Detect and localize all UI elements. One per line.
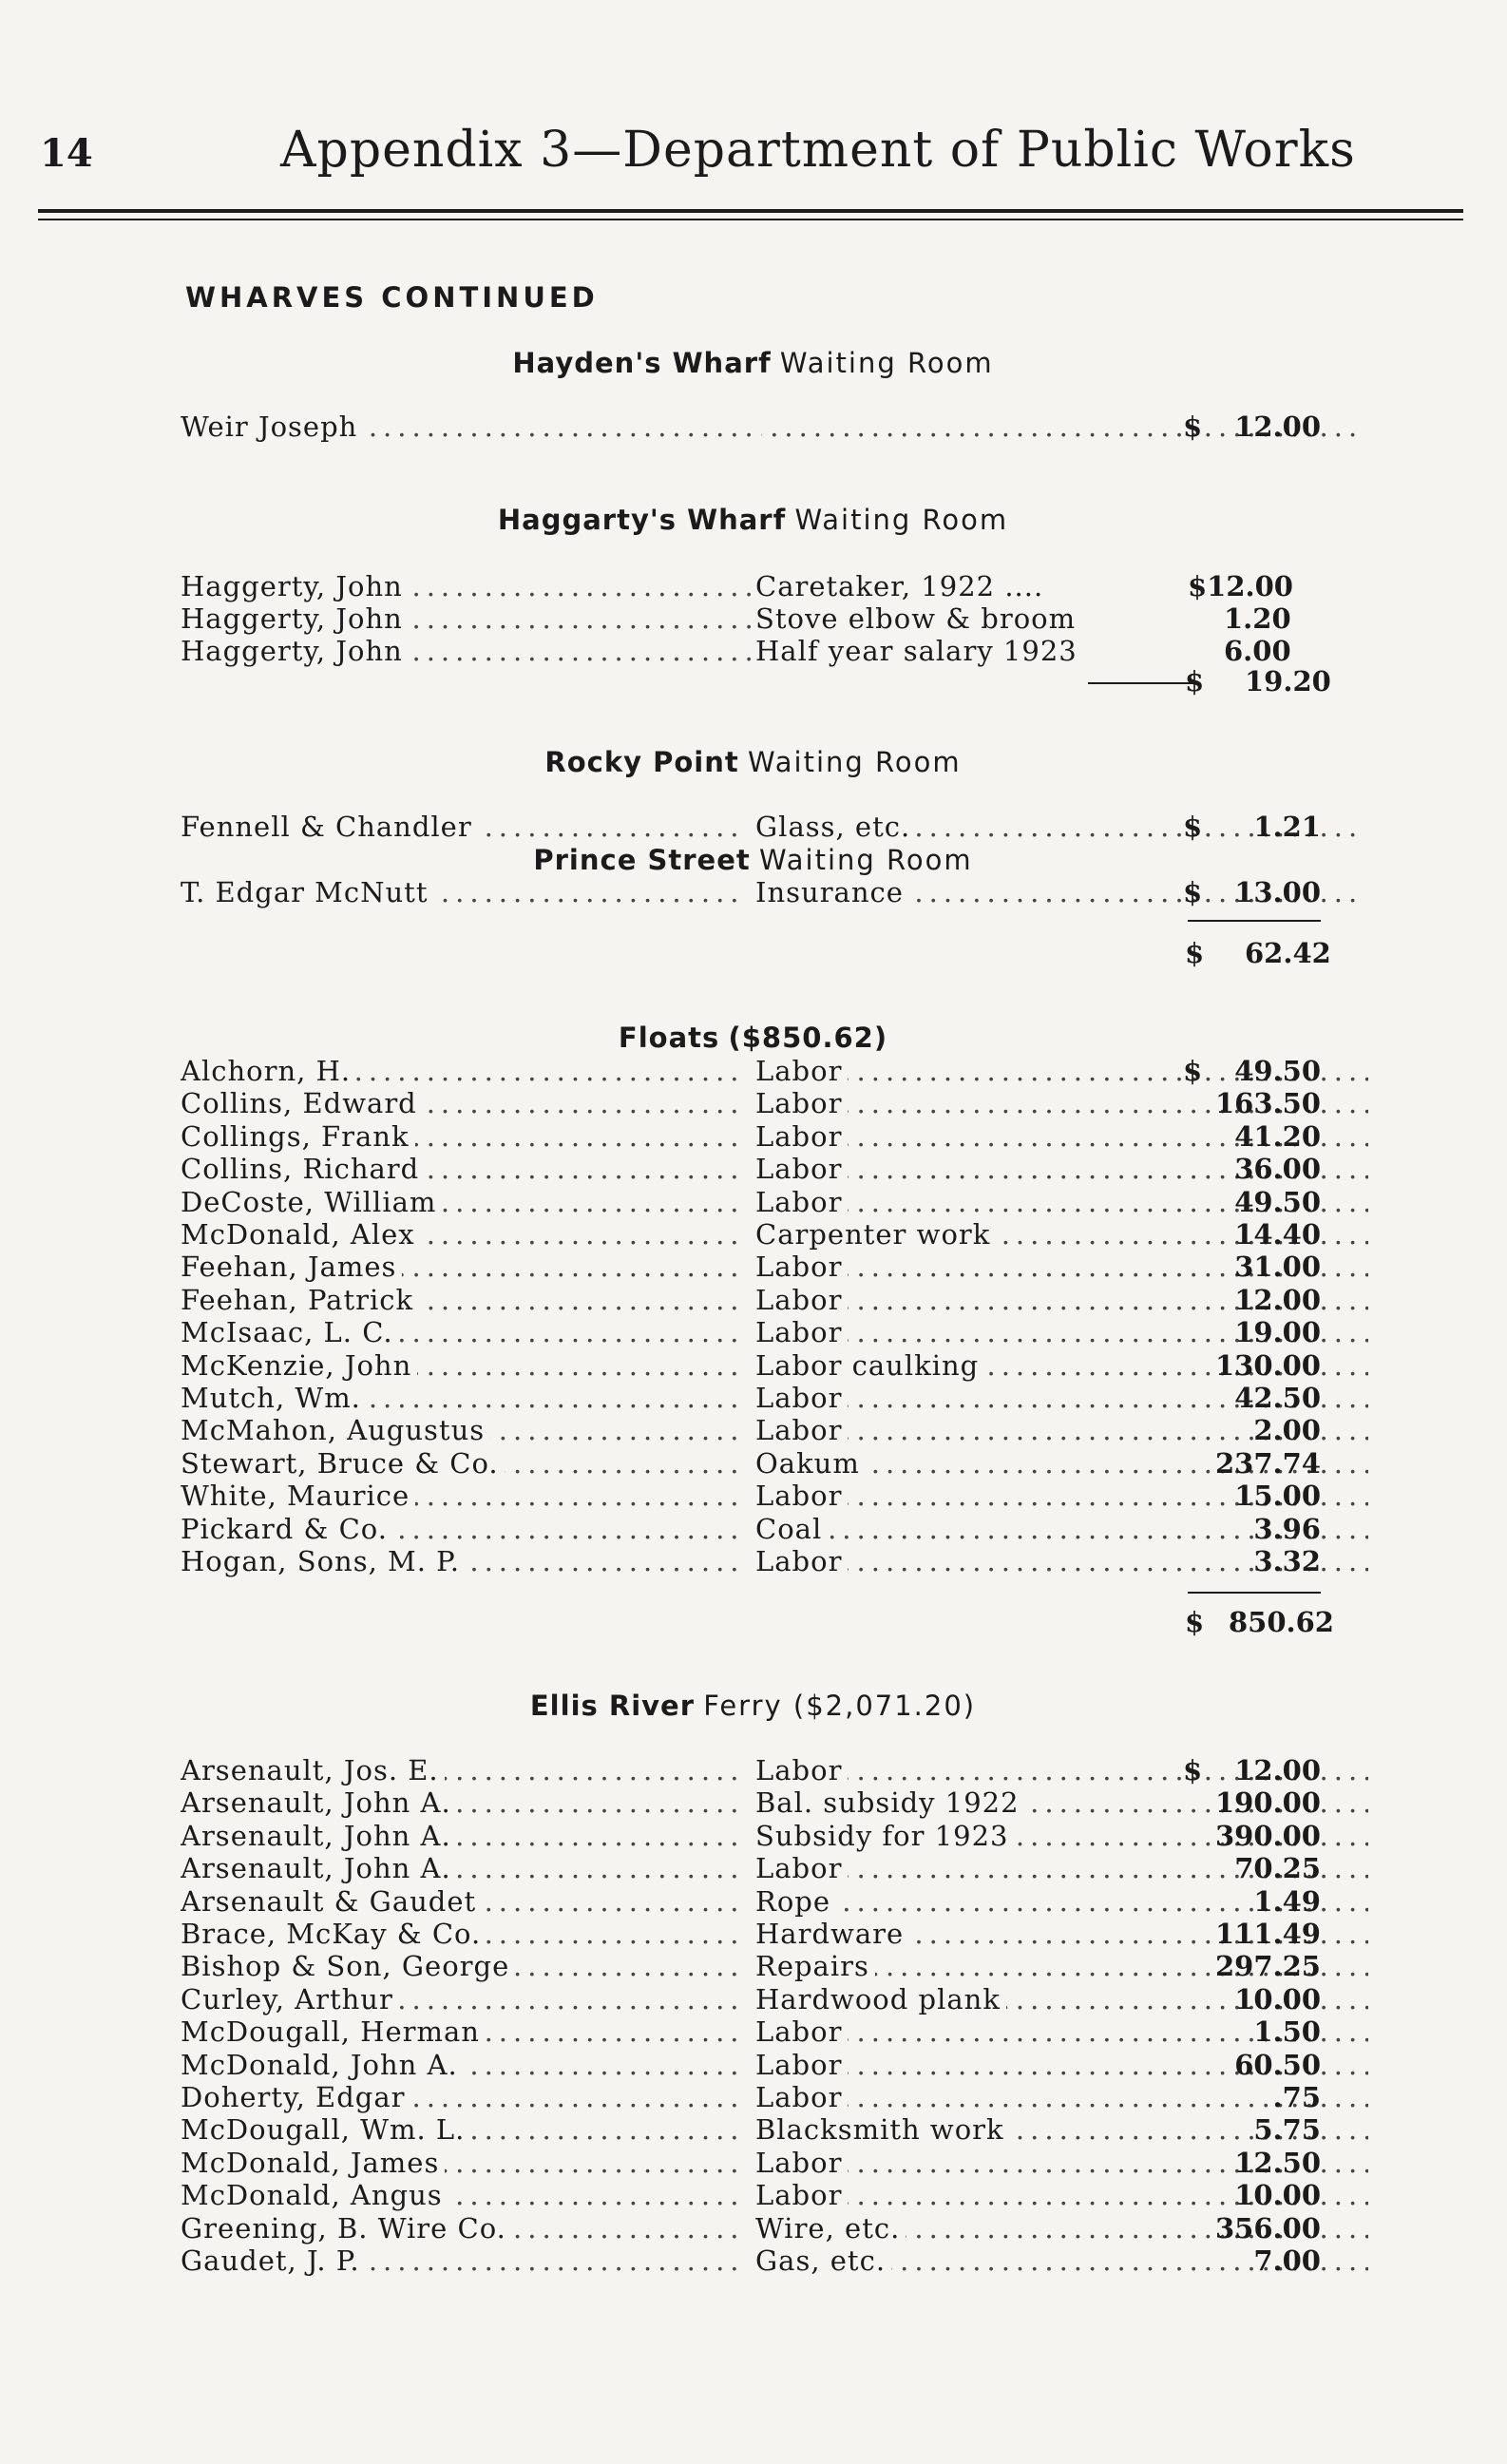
description: Hardware [755, 1918, 909, 1950]
ledger-row [181, 1786, 1321, 1819]
floats-total-dollar: $ [1185, 1606, 1205, 1638]
amount: 15.00 [1234, 1480, 1321, 1513]
description: Labor [755, 1153, 848, 1185]
payee: Haggerty, John [181, 570, 409, 602]
payee: McDonald, James [181, 2147, 445, 2179]
amount: 10.00 [1234, 2179, 1321, 2212]
amount: 12.00 [1234, 1283, 1321, 1316]
description: Hardwood plank [755, 1983, 1006, 2015]
ledger-row [181, 1754, 1321, 1786]
payee: DeCoste, William [181, 1186, 442, 1218]
amount: 237.74 [1215, 1446, 1321, 1480]
payee: McMahon, Augustus [181, 1414, 490, 1446]
ledger-row [181, 570, 1321, 602]
ledger-row [181, 811, 1321, 843]
amount: 36.00 [1234, 1153, 1321, 1186]
ledger-row [181, 1950, 1321, 1982]
ledger-row [181, 2179, 1321, 2211]
sub-amount: $12.00 [1188, 570, 1293, 602]
ledger-row [181, 1447, 1321, 1480]
total-rule [1188, 1592, 1321, 1594]
ledger-row [181, 1983, 1321, 2015]
dollar-sign: $ [1183, 811, 1203, 843]
description: Labor [755, 1087, 848, 1119]
amount: 19.00 [1234, 1316, 1321, 1349]
payee: Arsenault, John A. [181, 1820, 457, 1852]
description: Labor [755, 1055, 848, 1087]
description: Labor [755, 1545, 848, 1577]
payee: Greening, B. Wire Co. [181, 2212, 512, 2244]
amount: 1.21 [1253, 811, 1321, 843]
haggartys-total: 19.20 [1245, 665, 1331, 697]
amount: .75 [1272, 2081, 1321, 2113]
amount: 1.50 [1253, 2015, 1321, 2049]
amount: 49.50 [1234, 1055, 1321, 1087]
ledger-row [181, 2081, 1321, 2113]
payee: Gaudet, J. P. [181, 2244, 366, 2277]
payee: Collins, Edward [181, 1087, 423, 1119]
amount: 5.75 [1253, 2113, 1321, 2147]
haydens-heading-bold: Hayden's Wharf [512, 347, 772, 379]
payee: Pickard & Co. [181, 1513, 393, 1545]
description: Blacksmith work [755, 2113, 1010, 2146]
description: Bal. subsidy 1922 [755, 1786, 1025, 1819]
description: Coal [755, 1513, 828, 1545]
section-title: WHARVES CONTINUED [185, 281, 599, 314]
floats-heading [185, 1022, 1321, 1054]
ledger-row [181, 1513, 1321, 1545]
rocky-point-heading-bold: Rocky Point [544, 746, 739, 778]
payee: Arsenault, Jos. E. [181, 1754, 445, 1786]
description: Labor [755, 1316, 848, 1348]
amount: 42.50 [1234, 1382, 1321, 1414]
description: Gas, etc. [755, 2244, 891, 2277]
prince-street-heading-bold: Prince Street [533, 844, 751, 876]
ledger-row [181, 2049, 1321, 2081]
wharves-total: 62.42 [1245, 937, 1331, 969]
prince-street-heading-rest: Waiting Room [758, 844, 973, 876]
payee: Arsenault, John A. [181, 1786, 457, 1819]
description: Labor [755, 1251, 848, 1283]
ledger-row [181, 602, 1321, 635]
description: Labor [755, 1120, 848, 1153]
amount: 12.00 [1234, 411, 1321, 443]
payee: Feehan, Patrick [181, 1284, 419, 1316]
ledger-row [181, 2113, 1321, 2146]
description: Carpenter work [755, 1218, 996, 1251]
description: Labor [755, 2015, 848, 2048]
description: Repairs [755, 1950, 875, 1982]
sub-amount: 1.20 [1224, 602, 1291, 635]
payee: McDonald, Alex [181, 1218, 421, 1251]
dollar-sign: $ [1183, 876, 1203, 908]
payee: Fennell & Chandler [181, 811, 478, 843]
dollar-sign: $ [1183, 1754, 1203, 1786]
description: Labor [755, 1852, 848, 1884]
amount: 12.00 [1234, 1754, 1321, 1786]
description: Labor [755, 1382, 848, 1414]
payee: Weir Joseph [181, 411, 363, 443]
ellis-river-heading [185, 1690, 1321, 1722]
amount: 41.20 [1234, 1119, 1321, 1153]
amount: 60.50 [1234, 2048, 1321, 2081]
floats-total: 850.62 [1229, 1606, 1334, 1638]
payee: Mutch, Wm. [181, 1382, 367, 1414]
amount: 163.50 [1215, 1087, 1321, 1120]
description: Labor [755, 1284, 848, 1316]
description: Labor [755, 2147, 848, 2179]
payee: Bishop & Son, George [181, 1950, 515, 1982]
amount: 31.00 [1234, 1251, 1321, 1284]
ledger-row [181, 1414, 1321, 1446]
description: Labor caulking [755, 1349, 984, 1382]
page-number: 14 [40, 131, 93, 176]
amount: 14.40 [1234, 1218, 1321, 1251]
page-header: Appendix 3—Department of Public Works [280, 122, 1356, 179]
description: Labor [755, 2049, 848, 2081]
payee: Alchorn, H. [181, 1055, 356, 1087]
ledger-row [181, 411, 1321, 443]
payee: McDougall, Wm. L. [181, 2113, 470, 2146]
payee: McDonald, John A. [181, 2049, 464, 2081]
amount: 49.50 [1234, 1185, 1321, 1218]
haggartys-heading-rest: Waiting Room [794, 504, 1009, 536]
payee: Stewart, Bruce & Co. [181, 1447, 505, 1480]
ledger-row [181, 2015, 1321, 2048]
ledger-row [181, 1480, 1321, 1512]
total-rule [1188, 920, 1321, 922]
ledger-row [181, 1087, 1321, 1119]
amount: 12.50 [1234, 2146, 1321, 2179]
dollar-sign: $ [1183, 411, 1203, 443]
prince-street-heading [185, 844, 1321, 876]
amount: 356.00 [1215, 2211, 1321, 2244]
amount: 13.00 [1234, 876, 1321, 908]
amount: 390.00 [1215, 1819, 1321, 1852]
ledger-row [181, 1382, 1321, 1414]
description: Stove elbow & broom [755, 602, 1081, 635]
wharves-total-dollar: $ [1185, 937, 1205, 969]
dollar-sign: $ [1183, 1055, 1203, 1087]
payee: McDonald, Angus [181, 2179, 448, 2211]
ellis-river-heading-bold: Ellis River [529, 1690, 696, 1722]
payee: McDougall, Herman [181, 2015, 486, 2048]
description: Caretaker, 1922 .... [755, 570, 1049, 602]
haggartys-heading [185, 504, 1321, 536]
payee: Brace, McKay & Co. [181, 1918, 486, 1950]
payee: Collins, Richard [181, 1153, 425, 1185]
header-rule-thin [38, 219, 1463, 220]
amount: 297.25 [1215, 1950, 1321, 1983]
ledger-row [181, 1545, 1321, 1577]
description: Insurance [755, 876, 909, 908]
ledger-row [181, 1885, 1321, 1918]
description: Subsidy for 1923 [755, 1820, 1015, 1852]
header-rule-thick [38, 209, 1463, 213]
description: Wire, etc. [755, 2212, 906, 2244]
payee: Haggerty, John [181, 635, 409, 667]
floats-heading-bold: Floats [618, 1022, 720, 1054]
description: Labor [755, 2081, 848, 2113]
amount: 130.00 [1215, 1348, 1321, 1382]
ledger-row [181, 1186, 1321, 1218]
payee: Haggerty, John [181, 602, 409, 635]
payee: Arsenault & Gaudet [181, 1885, 482, 1918]
amount: 111.49 [1215, 1918, 1321, 1950]
payee: Collings, Frank [181, 1120, 415, 1153]
ledger-row [181, 1820, 1321, 1852]
ledger-row [181, 1918, 1321, 1950]
payee: T. Edgar McNutt [181, 876, 433, 908]
haggartys-dollar: $ [1185, 665, 1205, 697]
sub-amount: 6.00 [1224, 635, 1291, 667]
payee: Curley, Arthur [181, 1983, 399, 2015]
amount: 10.00 [1234, 1982, 1321, 2015]
payee: McKenzie, John [181, 1349, 417, 1382]
haydens-heading-rest: Waiting Room [779, 347, 994, 379]
ledger-row [181, 1284, 1321, 1316]
ledger-row [181, 1349, 1321, 1382]
description: Labor [755, 1754, 848, 1786]
description: Rope [755, 1885, 836, 1918]
rocky-point-heading [185, 746, 1321, 778]
amount: 7.00 [1253, 2244, 1321, 2277]
description: Labor [755, 1186, 848, 1218]
amount: 3.32 [1253, 1545, 1321, 1577]
description: Labor [755, 1480, 848, 1512]
rocky-point-heading-rest: Waiting Room [747, 746, 962, 778]
amount: 1.49 [1253, 1884, 1321, 1918]
ledger-row [181, 1218, 1321, 1251]
payee: Arsenault, John A. [181, 1852, 457, 1884]
payee: McIsaac, L. C. [181, 1316, 399, 1348]
payee: Doherty, Edgar [181, 2081, 410, 2113]
ledger-row [181, 2212, 1321, 2244]
amount: 190.00 [1215, 1786, 1321, 1820]
payee: Feehan, James [181, 1251, 402, 1283]
ledger-row [181, 1316, 1321, 1348]
haggartys-heading-bold: Haggarty's Wharf [497, 504, 787, 536]
amount: 2.00 [1253, 1414, 1321, 1447]
floats-heading-rest: ($850.62) [728, 1022, 888, 1054]
description: Glass, etc. [755, 811, 916, 843]
ledger-row [181, 1153, 1321, 1185]
ledger-row [181, 1055, 1321, 1087]
description: Labor [755, 2179, 848, 2211]
description [755, 411, 761, 443]
ledger-row [181, 635, 1321, 667]
description: Half year salary 1923 [755, 635, 1083, 667]
payee: White, Maurice [181, 1480, 415, 1512]
haydens-heading [185, 347, 1321, 379]
amount: 70.25 [1234, 1852, 1321, 1885]
payee: Hogan, Sons, M. P. [181, 1545, 466, 1577]
ledger-row [181, 2147, 1321, 2179]
ledger-row [181, 2244, 1321, 2277]
ledger-row [181, 1251, 1321, 1283]
description: Labor [755, 1414, 848, 1446]
description: Oakum [755, 1447, 866, 1480]
amount: 3.96 [1253, 1512, 1321, 1545]
subtotal-dash [1088, 682, 1192, 684]
ellis-river-heading-rest: Ferry ($2,071.20) [703, 1690, 977, 1722]
ledger-row [181, 1120, 1321, 1153]
ledger-row [181, 1852, 1321, 1884]
ledger-row [181, 876, 1321, 908]
